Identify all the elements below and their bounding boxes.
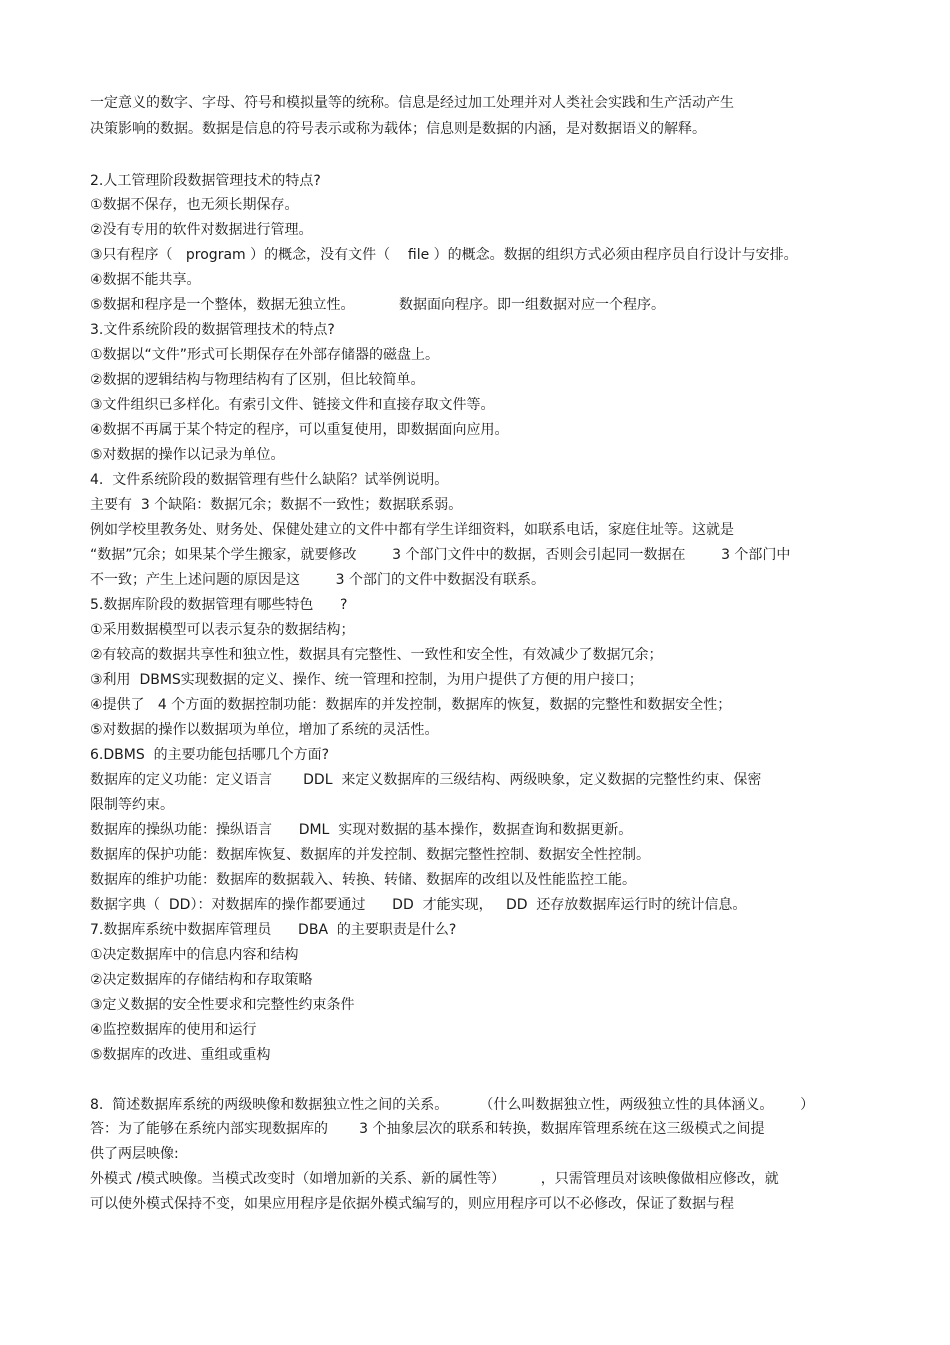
text-line: ④提供了 4 个方面的数据控制功能：数据库的并发控制，数据库的恢复，数据的完整性和数据安全性； bbox=[90, 697, 732, 713]
question-heading: 8. 简述数据库系统的两级映像和数据独立性之间的关系。 （什么叫数据独立性，两级独立性的具体涵义。 ） bbox=[90, 1097, 815, 1113]
text-line: 一定意义的数字、字母、符号和模拟量等的统称。信息是经过加工处理并对人类社会实践和生产活动产生 bbox=[90, 95, 734, 111]
text-line: ⑤对数据的操作以记录为单位。 bbox=[90, 447, 285, 463]
question-heading: 7.数据库系统中数据库管理员 DBA 的主要职责是什么? bbox=[90, 922, 457, 938]
text-line: 数据字典（ DD）：对数据库的操作都要通过 DD 才能实现， DD 还存放数据库运行时的统计信息。 bbox=[90, 897, 747, 913]
text-line: ⑤对数据的操作以数据项为单位，增加了系统的灵活性。 bbox=[90, 722, 439, 738]
text-line: ④数据不能共享。 bbox=[90, 272, 201, 288]
text-line: ③文件组织已多样化。有索引文件、链接文件和直接存取文件等。 bbox=[90, 397, 495, 413]
text-line: ①采用数据模型可以表示复杂的数据结构； bbox=[90, 622, 355, 638]
text-line: ②决定数据库的存储结构和存取策略 bbox=[90, 972, 313, 988]
text-line: 外模式 /模式映像。当模式改变时（如增加新的关系、新的属性等） ，只需管理员对该映像做相应修改，就 bbox=[90, 1171, 779, 1187]
text-line: 数据库的维护功能：数据库的数据载入、转换、转储、数据库的改组以及性能监控工能。 bbox=[90, 872, 636, 888]
text-line: ①数据以“文件”形式可长期保存在外部存储器的磁盘上。 bbox=[90, 347, 440, 363]
text-line: 不一致；产生上述问题的原因是这 3 个部门的文件中数据没有联系。 bbox=[90, 572, 545, 588]
question-heading: 6.DBMS 的主要功能包括哪几个方面? bbox=[90, 747, 330, 763]
text-line: “数据”冗余；如果某个学生搬家，就要修改 3 个部门文件中的数据，否则会引起同一数据在 3 个部门中 bbox=[90, 547, 791, 563]
question-heading: 3.文件系统阶段的数据管理技术的特点? bbox=[90, 322, 335, 338]
text-line: ②数据的逻辑结构与物理结构有了区别，但比较简单。 bbox=[90, 372, 425, 388]
text-line: 答：为了能够在系统内部实现数据库的 3 个抽象层次的联系和转换，数据库管理系统在这三级模式之间提 bbox=[90, 1121, 765, 1137]
text-line: 数据库的操纵功能：操纵语言 DML 实现对数据的基本操作，数据查询和数据更新。 bbox=[90, 822, 633, 838]
text-line: ③只有程序（ program ）的概念，没有文件（ file ）的概念。数据的组织方式必须由程序员自行设计与安排。 bbox=[90, 247, 798, 263]
text-line: 可以使外模式保持不变，如果应用程序是依据外模式编写的，则应用程序可以不必修改，保证了数据与程 bbox=[90, 1196, 734, 1212]
text-line: 决策影响的数据。数据是信息的符号表示或称为载体；信息则是数据的内涵，是对数据语义的解释。 bbox=[90, 121, 706, 137]
text-line: ①数据不保存，也无须长期保存。 bbox=[90, 197, 299, 213]
text-line: 例如学校里教务处、财务处、保健处建立的文件中都有学生详细资料，如联系电话，家庭住址等。这就是 bbox=[90, 522, 734, 538]
text-line: 限制等约束。 bbox=[90, 797, 174, 813]
question-heading: 4. 文件系统阶段的数据管理有些什么缺陷？试举例说明。 bbox=[90, 472, 449, 488]
text-line: ④数据不再属于某个特定的程序，可以重复使用，即数据面向应用。 bbox=[90, 422, 509, 438]
text-line: 数据库的定义功能：定义语言 DDL 来定义数据库的三级结构、两级映象，定义数据的完整性约束、保密 bbox=[90, 772, 762, 788]
question-heading: 2.人工管理阶段数据管理技术的特点? bbox=[90, 173, 321, 189]
text-line: ②有较高的数据共享性和独立性，数据具有完整性、一致性和安全性，有效减少了数据冗余； bbox=[90, 647, 663, 663]
question-heading: 5.数据库阶段的数据管理有哪些特色 ? bbox=[90, 597, 348, 613]
text-line: 供了两层映像: bbox=[90, 1146, 179, 1162]
text-line: ②没有专用的软件对数据进行管理。 bbox=[90, 222, 313, 238]
text-line: ⑤数据库的改进、重组或重构 bbox=[90, 1047, 271, 1063]
text-line: 主要有 3 个缺陷：数据冗余；数据不一致性；数据联系弱。 bbox=[90, 497, 463, 513]
text-line: 数据库的保护功能：数据库恢复、数据库的并发控制、数据完整性控制、数据安全性控制。 bbox=[90, 847, 650, 863]
text-line: ③定义数据的安全性要求和完整性约束条件 bbox=[90, 997, 355, 1013]
text-line: ④监控数据库的使用和运行 bbox=[90, 1022, 257, 1038]
text-line: ①决定数据库中的信息内容和结构 bbox=[90, 947, 299, 963]
text-line: ③利用 DBMS实现数据的定义、操作、统一管理和控制，为用户提供了方便的用户接口； bbox=[90, 672, 643, 688]
text-line: ⑤数据和程序是一个整体，数据无独立性。 数据面向程序。即一组数据对应一个程序。 bbox=[90, 297, 666, 313]
